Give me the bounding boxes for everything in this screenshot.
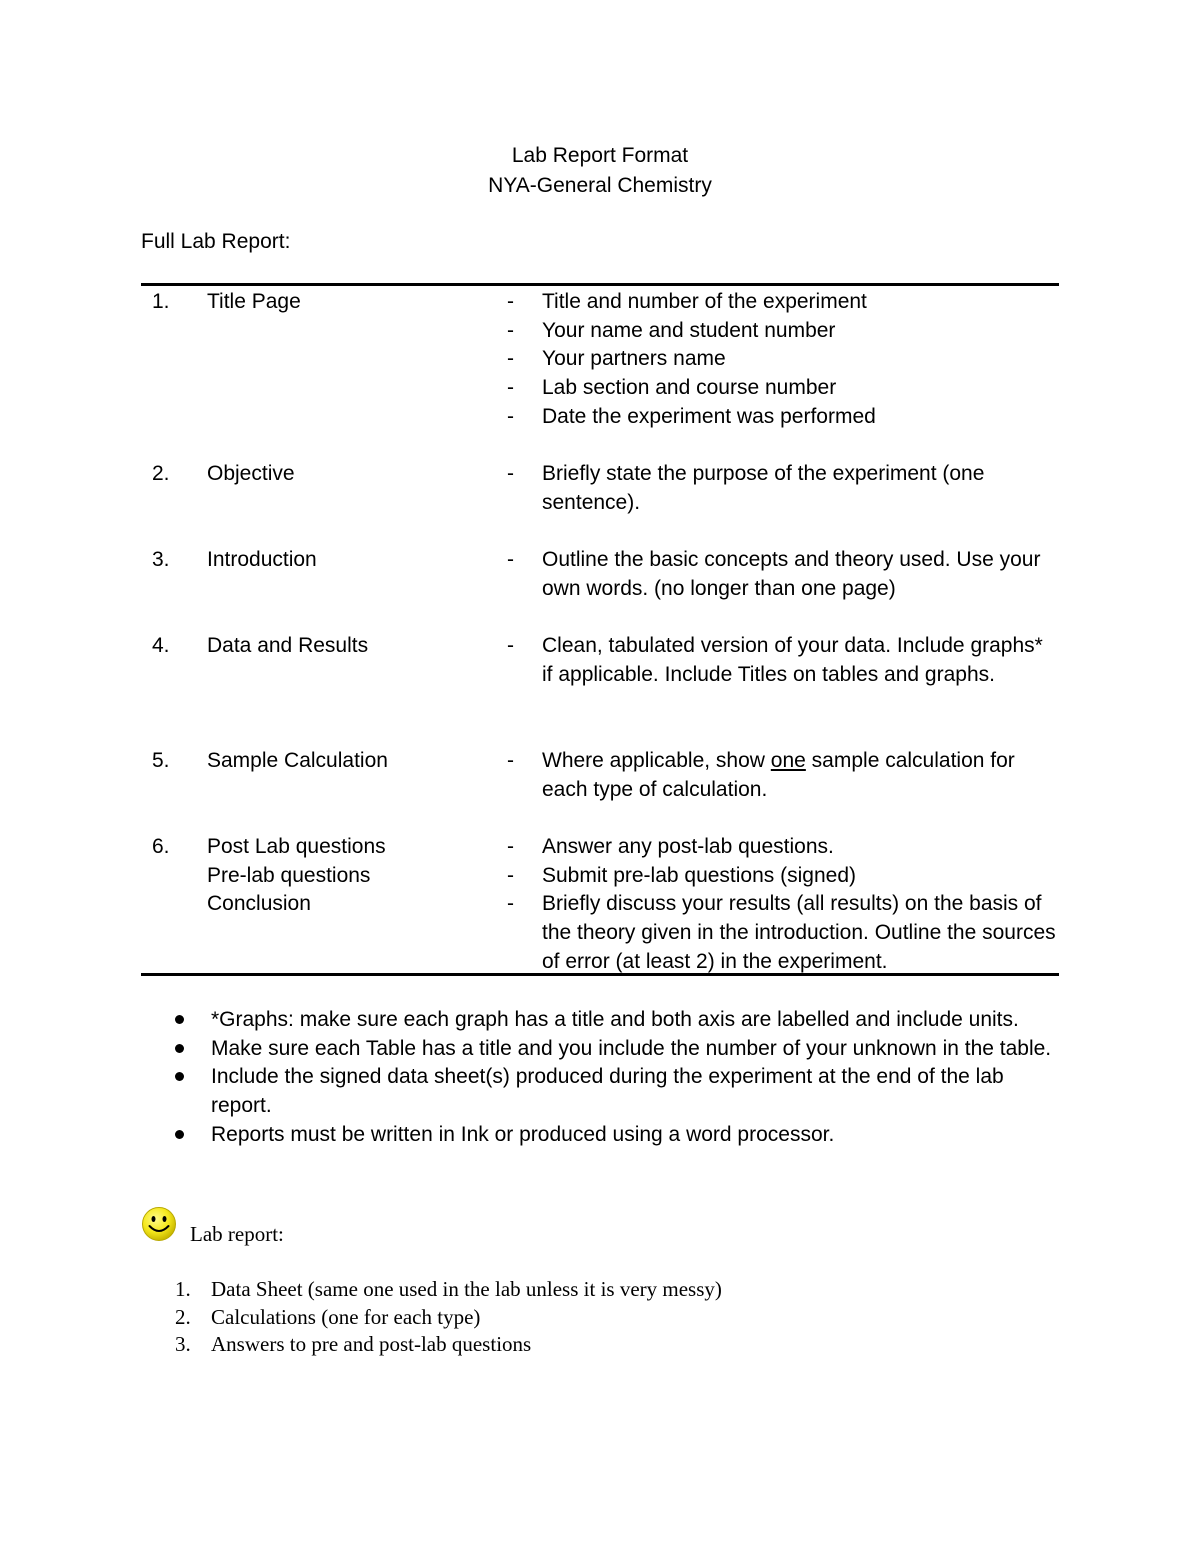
list-item bbox=[507, 374, 1059, 403]
dash-bullet: - bbox=[507, 462, 514, 485]
list-item bbox=[141, 1006, 1059, 1035]
full-report-heading: Full Lab Report: bbox=[141, 230, 291, 253]
list-item bbox=[141, 1331, 1059, 1359]
section-bullets bbox=[507, 546, 1059, 603]
item-text: Calculations (one for each type) bbox=[211, 1304, 481, 1329]
section-number: 6. bbox=[152, 835, 170, 858]
dash-bullet: - bbox=[507, 347, 514, 371]
bullet-text: Your name and student number bbox=[542, 318, 836, 342]
emphasized-word: one bbox=[770, 749, 806, 772]
bullet-dot-icon bbox=[175, 1072, 184, 1081]
list-item bbox=[507, 862, 1059, 891]
list-item bbox=[507, 632, 1059, 689]
section-name bbox=[207, 747, 497, 776]
bullet-text: Briefly discuss your results (all results) on the basis of the theory given in the introduction. Outline the sources of error (at least 2) in the experiment. bbox=[542, 892, 1056, 973]
section-name-line: Objective bbox=[207, 462, 295, 485]
smiley-face-icon bbox=[141, 1206, 177, 1242]
bullet-text: Date the experiment was performed bbox=[542, 404, 876, 428]
section-bullets bbox=[507, 288, 1059, 432]
dash-bullet: - bbox=[507, 835, 514, 858]
section-bullets bbox=[507, 833, 1059, 977]
list-item bbox=[141, 1035, 1059, 1064]
section-name-line: Pre-lab questions bbox=[207, 863, 371, 887]
section-name bbox=[207, 833, 497, 919]
item-number: 2. bbox=[175, 1304, 191, 1329]
section-name-line: Title Page bbox=[207, 290, 301, 313]
section-bullets bbox=[507, 747, 1059, 804]
dash-bullet: - bbox=[507, 404, 514, 428]
dash-bullet: - bbox=[507, 290, 514, 313]
section-name bbox=[207, 632, 497, 661]
list-item bbox=[507, 345, 1059, 374]
item-text: Data Sheet (same one used in the lab unless it is very messy) bbox=[211, 1277, 722, 1301]
bullet-dot-icon bbox=[175, 1015, 184, 1024]
list-item bbox=[507, 747, 1059, 804]
note-text: Include the signed data sheet(s) produced during the experiment at the end of the lab report. bbox=[211, 1065, 1004, 1118]
list-item bbox=[507, 546, 1059, 603]
section-name-line: Post Lab questions bbox=[207, 835, 386, 858]
short-report-list bbox=[141, 1276, 1059, 1359]
section-name bbox=[207, 288, 497, 317]
short-report-label: Lab report: bbox=[190, 1222, 284, 1246]
dash-bullet: - bbox=[507, 863, 514, 887]
note-text: *Graphs: make sure each graph has a title and both axis are labelled and include units. bbox=[211, 1008, 1019, 1031]
list-item bbox=[141, 1121, 1059, 1150]
section-name-line: Data and Results bbox=[207, 634, 369, 657]
dash-bullet: - bbox=[507, 749, 514, 772]
notes-list bbox=[141, 1006, 1059, 1150]
section-number: 1. bbox=[152, 290, 170, 313]
table-top-rule bbox=[141, 283, 1059, 286]
list-item bbox=[507, 288, 1059, 317]
dash-bullet: - bbox=[507, 548, 514, 571]
bullet-text: Lab section and course number bbox=[542, 376, 837, 400]
section-name-line: Introduction bbox=[207, 548, 317, 571]
section-name bbox=[207, 460, 497, 489]
section-bullets bbox=[507, 460, 1059, 517]
dash-bullet: - bbox=[507, 376, 514, 400]
bullet-text: Submit pre-lab questions (signed) bbox=[542, 863, 856, 887]
section-number: 3. bbox=[152, 548, 170, 571]
dash-bullet: - bbox=[507, 892, 514, 916]
bullet-text: Briefly state the purpose of the experiment (one sentence). bbox=[542, 462, 985, 514]
list-item bbox=[141, 1304, 1059, 1332]
item-text: Answers to pre and post-lab questions bbox=[211, 1332, 532, 1356]
list-item bbox=[141, 1063, 1059, 1120]
bullet-text: Where applicable, show one sample calculation for each type of calculation. bbox=[542, 749, 1015, 801]
list-item bbox=[507, 403, 1059, 432]
list-item bbox=[507, 833, 1059, 862]
list-item bbox=[507, 890, 1059, 976]
item-number: 1. bbox=[175, 1277, 191, 1301]
item-number: 3. bbox=[175, 1332, 191, 1356]
dash-bullet: - bbox=[507, 634, 514, 657]
section-name-line: Conclusion bbox=[207, 892, 311, 916]
document-title: Lab Report Format bbox=[511, 144, 689, 167]
bullet-dot-icon bbox=[175, 1044, 184, 1053]
bullet-text: Clean, tabulated version of your data. Include graphs* if applicable. Include Titles on tables and graphs. bbox=[542, 634, 1043, 686]
section-bullets bbox=[507, 632, 1059, 689]
section-number: 4. bbox=[152, 634, 170, 657]
table-bottom-rule bbox=[141, 973, 1059, 976]
bullet-text: Outline the basic concepts and theory used. Use your own words. (no longer than one page) bbox=[542, 548, 1041, 600]
list-item bbox=[507, 460, 1059, 517]
bullet-text: Title and number of the experiment bbox=[542, 290, 867, 313]
dash-bullet: - bbox=[507, 318, 514, 342]
note-text: Reports must be written in Ink or produced using a word processor. bbox=[211, 1122, 835, 1146]
bullet-text: Your partners name bbox=[542, 347, 726, 371]
bullet-dot-icon bbox=[175, 1130, 184, 1139]
list-item bbox=[141, 1276, 1059, 1304]
section-number: 2. bbox=[152, 462, 170, 485]
section-number: 5. bbox=[152, 749, 170, 772]
note-text: Make sure each Table has a title and you include the number of your unknown in the table. bbox=[211, 1036, 1052, 1060]
document-subtitle: NYA-General Chemistry bbox=[488, 174, 712, 197]
list-item bbox=[507, 317, 1059, 346]
section-name-line: Sample Calculation bbox=[207, 749, 388, 772]
section-name bbox=[207, 546, 497, 575]
bullet-text: Answer any post-lab questions. bbox=[542, 835, 834, 858]
